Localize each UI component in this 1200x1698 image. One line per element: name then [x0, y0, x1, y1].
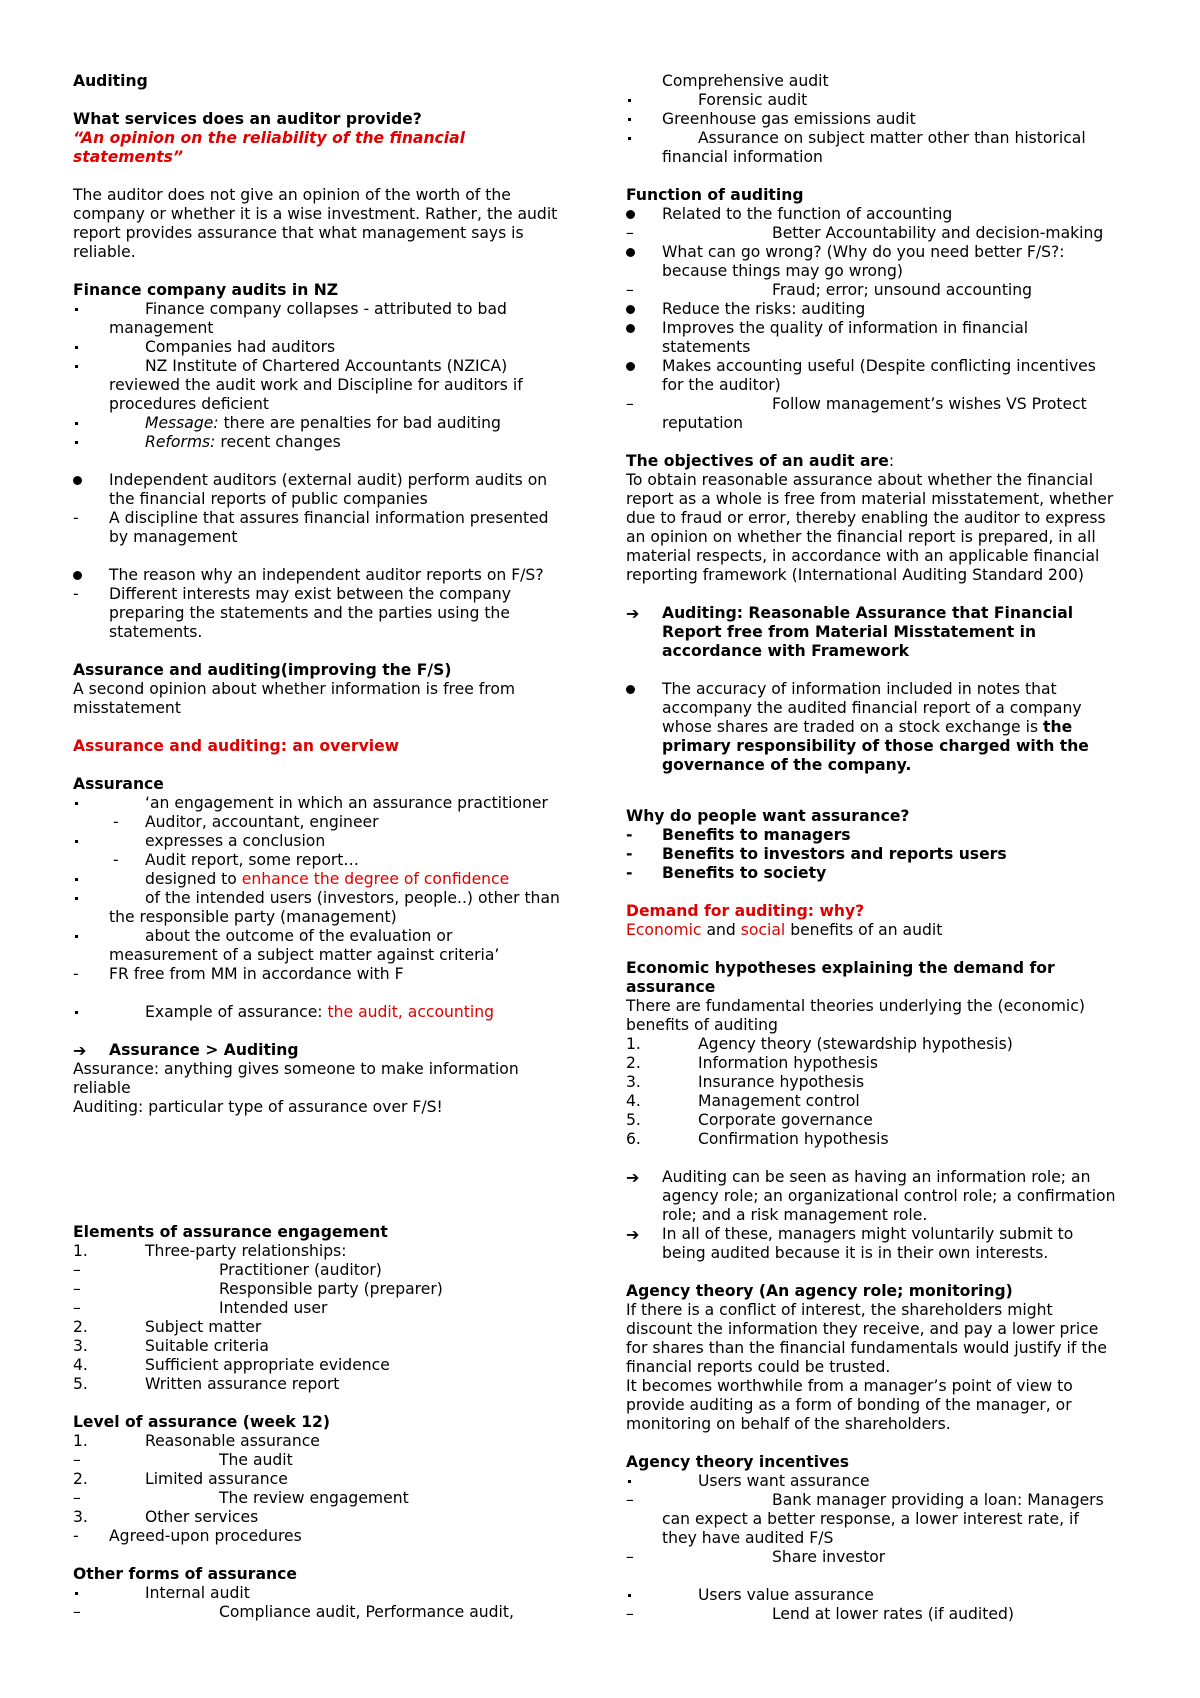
list-item-cont: financial information [662, 148, 823, 166]
numbered-item: 3. Suitable criteria [73, 1337, 269, 1355]
paragraph-line: reliable. [73, 243, 136, 261]
list-item: Related to the function of accounting [626, 205, 1146, 224]
hyphen-icon: - [113, 851, 119, 869]
list-item: Forensic audit [626, 91, 1146, 110]
list-item-cont: accompany the audited financial report of a company [662, 699, 1082, 717]
list-item-cont: the financial reports of public companies [109, 490, 428, 508]
bullet-square-icon [75, 308, 78, 311]
numbered-item: 5. Written assurance report [73, 1375, 340, 1393]
list-item: Reduce the risks: auditing [626, 300, 1146, 319]
sub-item: – Responsible party (preparer) [73, 1280, 443, 1298]
paragraph-line: To obtain reasonable assurance about whether the financial [626, 471, 1094, 489]
bullet-dot-icon [626, 305, 635, 314]
list-item: The accuracy of information included in notes that [626, 680, 1146, 699]
numbered-item: 4. Sufficient appropriate evidence [73, 1356, 390, 1374]
numbered-item: 1. Agency theory (stewardship hypothesis) [626, 1035, 1013, 1053]
sub-item: – Better Accountability and decision-making [626, 224, 1104, 242]
bullet-square-icon [75, 422, 78, 425]
finance-nz-heading: Finance company audits in NZ [73, 281, 339, 299]
paragraph-line: company or whether it is a wise investment. Rather, the audit [73, 205, 558, 223]
arrow-item: ➔ Auditing: Reasonable Assurance that Financial [626, 604, 1074, 623]
list-item: Reforms: recent changes [73, 433, 593, 452]
dash-icon: – [73, 1280, 81, 1298]
arrow-right-icon: ➔ [626, 1168, 640, 1187]
bullet-square-icon [75, 840, 78, 843]
list-item: Example of assurance: the audit, accounting [73, 1003, 593, 1022]
paragraph-line: There are fundamental theories underlying the (economic) [626, 997, 1085, 1015]
paragraph-line: If there is a conflict of interest, the shareholders might [626, 1301, 1053, 1319]
bullet-square-icon [75, 935, 78, 938]
sub-item: – Compliance audit, Performance audit, [73, 1603, 514, 1621]
arrow-item: ➔ In all of these, managers might voluntarily submit to [626, 1225, 1074, 1244]
paragraph-line: misstatement [73, 699, 181, 717]
hyphen-icon: - [73, 965, 79, 983]
list-item: Message: there are penalties for bad auditing [73, 414, 593, 433]
numbered-item: 1. Three-party relationships: [73, 1242, 347, 1260]
right-column [626, 72, 1146, 1624]
list-item: Users want assurance [626, 1472, 1146, 1491]
paragraph-line: discount the information they receive, and pay a lower price [626, 1320, 1099, 1338]
sub-item: – The review engagement [73, 1489, 409, 1507]
list-item-cont: can expect a better response, a lower interest rate, if [662, 1510, 1079, 1528]
overview-heading: Assurance and auditing: an overview [73, 737, 400, 755]
arrow-right-icon: ➔ [626, 1225, 640, 1244]
list-item-cont: they have audited F/S [662, 1529, 834, 1547]
sub-item: – Fraud; error; unsound accounting [626, 281, 1033, 299]
list-item: Greenhouse gas emissions audit [626, 110, 1146, 129]
list-item-cont: reviewed the audit work and Discipline for auditors if [109, 376, 523, 394]
list-item: Users value assurance [626, 1586, 1146, 1605]
sub-item: – Intended user [73, 1299, 328, 1317]
list-item-cont: being audited because it is in their own interests. [662, 1244, 1049, 1262]
list-item: - Benefits to investors and reports users [626, 845, 1007, 863]
paragraph-line: report provides assurance that what management says is [73, 224, 524, 242]
dash-icon: – [626, 395, 634, 413]
list-item-cont: for the auditor) [662, 376, 781, 394]
other-forms-heading: Other forms of assurance [73, 1565, 297, 1583]
list-item-cont: the responsible party (management) [109, 908, 397, 926]
list-item: - A discipline that assures financial information presented [73, 509, 549, 527]
arrow-right-icon: ➔ [73, 1041, 87, 1060]
hyphen-icon: - [73, 1527, 79, 1545]
list-item-cont: management [109, 319, 214, 337]
paragraph-line: benefits of auditing [626, 1016, 778, 1034]
hyphen-icon: - [113, 813, 119, 831]
bullet-dot-icon [626, 210, 635, 219]
list-item-cont: because things may go wrong) [662, 262, 903, 280]
document-title: Auditing [73, 72, 148, 90]
bullet-dot-icon [73, 476, 82, 485]
list-item-cont: accordance with Framework [662, 642, 910, 660]
bullet-square-icon [75, 878, 78, 881]
list-item: - Audit report, some report… [113, 851, 360, 869]
paragraph-line: for shares than the financial fundamentals would justify if the [626, 1339, 1107, 1357]
services-quote: “An opinion on the reliability of the financial [73, 129, 466, 147]
agency-heading: Agency theory (An agency role; monitoring) [626, 1282, 1013, 1300]
economic-heading: assurance [626, 978, 716, 996]
demand-line: Economic and social benefits of an audit [626, 921, 943, 939]
list-item: Independent auditors (external audit) perform audits on [73, 471, 593, 490]
bullet-square-icon [628, 99, 631, 102]
list-item: The reason why an independent auditor reports on F/S? [73, 566, 593, 585]
paragraph-line: monitoring on behalf of the shareholders. [626, 1415, 951, 1433]
list-item-cont: by management [109, 528, 238, 546]
bullet-square-icon [75, 1011, 78, 1014]
paragraph-line: an opinion on whether the financial report is prepared, in all [626, 528, 1096, 546]
numbered-item: 3. Insurance hypothesis [626, 1073, 865, 1091]
bullet-dot-icon [626, 324, 635, 333]
dash-icon: – [626, 224, 634, 242]
paragraph-line: A second opinion about whether information is free from [73, 680, 516, 698]
list-item: - Benefits to society [626, 864, 827, 882]
dash-icon: – [73, 1603, 81, 1621]
list-item: - FR free from MM in accordance with F [73, 965, 404, 983]
bullet-dot-icon [626, 685, 635, 694]
bullet-square-icon [628, 137, 631, 140]
bullet-dot-icon [626, 248, 635, 257]
hyphen-icon: - [626, 845, 633, 863]
list-item-cont: measurement of a subject matter against criteria’ [109, 946, 500, 964]
services-heading: What services does an auditor provide? [73, 110, 422, 128]
objectives-heading: The objectives of an audit are: [626, 452, 895, 470]
list-item-cont: procedures deficient [109, 395, 270, 413]
dash-icon: – [73, 1451, 81, 1469]
list-item-cont: whose shares are traded on a stock exchange is the [662, 718, 1073, 736]
list-item-cont: Report free from Material Misstatement in [662, 623, 1037, 641]
numbered-item: 3. Other services [73, 1508, 259, 1526]
paragraph-line: Auditing: particular type of assurance over F/S! [73, 1098, 443, 1116]
numbered-item: 6. Confirmation hypothesis [626, 1130, 889, 1148]
bullet-square-icon [75, 441, 78, 444]
list-item: - Benefits to managers [626, 826, 851, 844]
hyphen-icon: - [73, 585, 79, 603]
sub-item: – Follow management’s wishes VS Protect [626, 395, 1087, 413]
demand-heading: Demand for auditing: why? [626, 902, 865, 920]
hyphen-icon: - [626, 826, 633, 844]
list-item-cont: reputation [662, 414, 743, 432]
list-item: Companies had auditors [73, 338, 593, 357]
paragraph-line: It becomes worthwhile from a manager’s point of view to [626, 1377, 1073, 1395]
paragraph-line: Assurance: anything gives someone to make information [73, 1060, 519, 1078]
numbered-item: 2. Information hypothesis [626, 1054, 878, 1072]
assurance-auditing-arrow: ➔ Assurance > Auditing [73, 1041, 299, 1060]
level-heading: Level of assurance (week 12) [73, 1413, 331, 1431]
paragraph-line: report as a whole is free from material misstatement, whether [626, 490, 1114, 508]
list-item: about the outcome of the evaluation or [73, 927, 593, 946]
elements-heading: Elements of assurance engagement [73, 1223, 388, 1241]
numbered-item: 2. Subject matter [73, 1318, 262, 1336]
list-item: Assurance on subject matter other than historical [626, 129, 1146, 148]
list-item: - Agreed-upon procedures [73, 1527, 302, 1545]
bullet-square-icon [75, 346, 78, 349]
list-item: designed to enhance the degree of confidence [73, 870, 593, 889]
numbered-item: 2. Limited assurance [73, 1470, 288, 1488]
list-item: expresses a conclusion [73, 832, 593, 851]
incentives-heading: Agency theory incentives [626, 1453, 850, 1471]
paragraph-line: reliable [73, 1079, 131, 1097]
bullet-dot-icon [626, 362, 635, 371]
list-item: of the intended users (investors, people..) other than [73, 889, 593, 908]
dash-icon: – [73, 1261, 81, 1279]
function-heading: Function of auditing [626, 186, 804, 204]
bullet-square-icon [75, 802, 78, 805]
list-item-cont: agency role; an organizational control role; a confirmation [662, 1187, 1116, 1205]
sub-item: – Bank manager providing a loan: Managers [626, 1491, 1104, 1509]
sub-item: – The audit [73, 1451, 293, 1469]
paragraph-line: The auditor does not give an opinion of the worth of the [73, 186, 511, 204]
list-item: Finance company collapses - attributed to bad [73, 300, 593, 319]
services-quote: statements” [73, 148, 183, 166]
list-item-cont: role; and a risk management role. [662, 1206, 928, 1224]
list-item-cont: preparing the statements and the parties using the [109, 604, 510, 622]
dash-icon: – [73, 1299, 81, 1317]
list-item-cont: Comprehensive audit [662, 72, 829, 90]
paragraph-line: material respects, in accordance with an applicable financial [626, 547, 1100, 565]
numbered-item: 4. Management control [626, 1092, 860, 1110]
numbered-item: 5. Corporate governance [626, 1111, 873, 1129]
list-item: Makes accounting useful (Despite conflicting incentives [626, 357, 1146, 376]
hyphen-icon: - [626, 864, 633, 882]
numbered-item: 1. Reasonable assurance [73, 1432, 320, 1450]
list-item: NZ Institute of Chartered Accountants (NZICA) [73, 357, 593, 376]
dash-icon: – [626, 281, 634, 299]
left-column [73, 72, 593, 1622]
bullet-square-icon [628, 1594, 631, 1597]
sub-item: – Share investor [626, 1548, 886, 1566]
dash-icon: – [626, 1548, 634, 1566]
economic-heading: Economic hypotheses explaining the demand for [626, 959, 1055, 977]
sub-item: – Lend at lower rates (if audited) [626, 1605, 1014, 1623]
why-heading: Why do people want assurance? [626, 807, 910, 825]
bullet-square-icon [75, 897, 78, 900]
list-item-cont: governance of the company. [662, 756, 912, 774]
list-item: Internal audit [73, 1584, 593, 1603]
paragraph-line: due to fraud or error, thereby enabling the auditor to express [626, 509, 1106, 527]
list-item: ‘an engagement in which an assurance practitioner [73, 794, 593, 813]
list-item-cont: statements [662, 338, 751, 356]
bullet-square-icon [75, 365, 78, 368]
list-item: - Auditor, accountant, engineer [113, 813, 379, 831]
assurance-auditing-heading: Assurance and auditing(improving the F/S) [73, 661, 452, 679]
hyphen-icon: - [73, 509, 79, 527]
list-item-cont: primary responsibility of those charged with the [662, 737, 1089, 755]
arrow-item: ➔ Auditing can be seen as having an information role; an [626, 1168, 1091, 1187]
list-item: - Different interests may exist between the company [73, 585, 512, 603]
dash-icon: – [626, 1605, 634, 1623]
assurance-heading: Assurance [73, 775, 164, 793]
list-item: What can go wrong? (Why do you need better F/S?: [626, 243, 1146, 262]
paragraph-line: provide auditing as a form of bonding of the manager, or [626, 1396, 1072, 1414]
bullet-square-icon [628, 118, 631, 121]
dash-icon: – [73, 1489, 81, 1507]
list-item-cont: statements. [109, 623, 203, 641]
paragraph-line: reporting framework (International Auditing Standard 200) [626, 566, 1084, 584]
bullet-dot-icon [73, 571, 82, 580]
paragraph-line: financial reports could be trusted. [626, 1358, 891, 1376]
list-item: Improves the quality of information in financial [626, 319, 1146, 338]
sub-item: – Practitioner (auditor) [73, 1261, 382, 1279]
arrow-right-icon: ➔ [626, 604, 640, 623]
bullet-square-icon [75, 1592, 78, 1595]
bullet-square-icon [628, 1480, 631, 1483]
dash-icon: – [626, 1491, 634, 1509]
